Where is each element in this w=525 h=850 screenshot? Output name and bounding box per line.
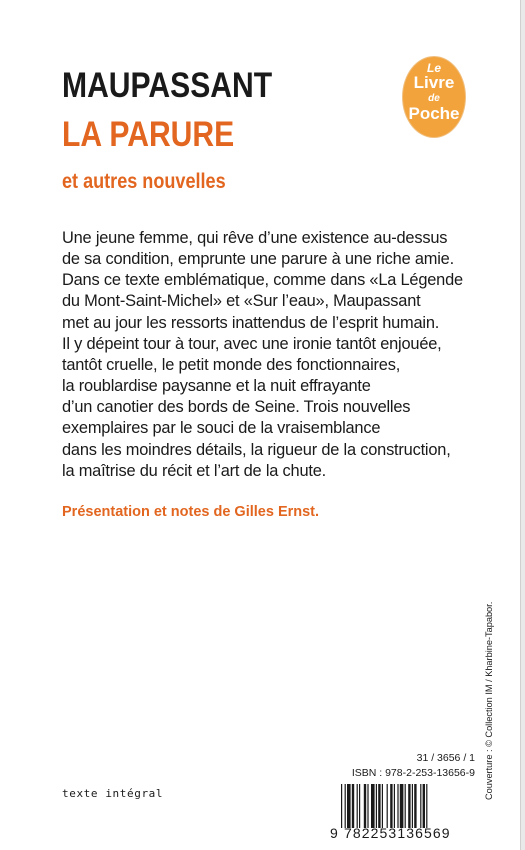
barcode-bars bbox=[339, 784, 475, 828]
full-text-label: texte intégral bbox=[62, 787, 164, 800]
cover-photo-credit: Couverture : © Collection IM / Kharbine-Tapabor. bbox=[484, 601, 494, 800]
blurb-line: du Mont-Saint-Michel» et «Sur l’eau», Maupassant bbox=[62, 292, 421, 311]
logo-line-1: Le bbox=[426, 61, 441, 75]
author-name: MAUPASSANT bbox=[62, 66, 273, 105]
blurb-line: de sa condition, emprunte une parure à une riche amie. bbox=[62, 250, 454, 269]
blurb-line: exemplaires par le souci de la vraisemblance bbox=[62, 419, 381, 438]
barcode bbox=[339, 784, 475, 828]
cover-edge bbox=[520, 0, 525, 850]
editor-credits: Présentation et notes de Gilles Ernst. bbox=[62, 504, 320, 520]
blurb-line: dans les moindres détails, la rigueur de la construction, bbox=[62, 440, 451, 459]
logo-line-2: Livre bbox=[413, 73, 455, 92]
logo-line-4: Poche bbox=[408, 104, 460, 123]
book-title: LA PARURE bbox=[62, 115, 235, 154]
blurb-line: Une jeune femme, qui rêve d’une existence au-dessus bbox=[62, 229, 448, 247]
publisher-logo bbox=[402, 56, 466, 138]
blurb-line: met au jour les ressorts inattendus de l’esprit humain. bbox=[62, 313, 440, 332]
logo-line-3: de bbox=[428, 93, 440, 104]
catalog-code: 31 / 3656 / 1 bbox=[416, 752, 475, 764]
isbn-number: ISBN : 978-2-253-13656-9 bbox=[351, 767, 475, 779]
blurb-line: d’un canotier des bords de Seine. Trois nouvelles bbox=[62, 398, 411, 417]
blurb-line: Il y dépeint tour à tour, avec une ironie tantôt enjouée, bbox=[62, 334, 442, 353]
barcode-first-digit: 9 bbox=[330, 825, 338, 841]
barcode-remaining-digits: 782253136569 bbox=[344, 825, 451, 841]
blurb-line: la maîtrise du récit et l’art de la chute. bbox=[62, 461, 326, 480]
blurb-line: Dans ce texte emblématique, comme dans «La Légende bbox=[62, 271, 463, 290]
blurb-line: la roublardise paysanne et la nuit effrayante bbox=[62, 377, 371, 396]
book-subtitle: et autres nouvelles bbox=[62, 170, 226, 193]
blurb-line: tantôt cruelle, le petit monde des fonctionnaires, bbox=[62, 355, 401, 374]
back-cover-blurb bbox=[62, 228, 482, 482]
